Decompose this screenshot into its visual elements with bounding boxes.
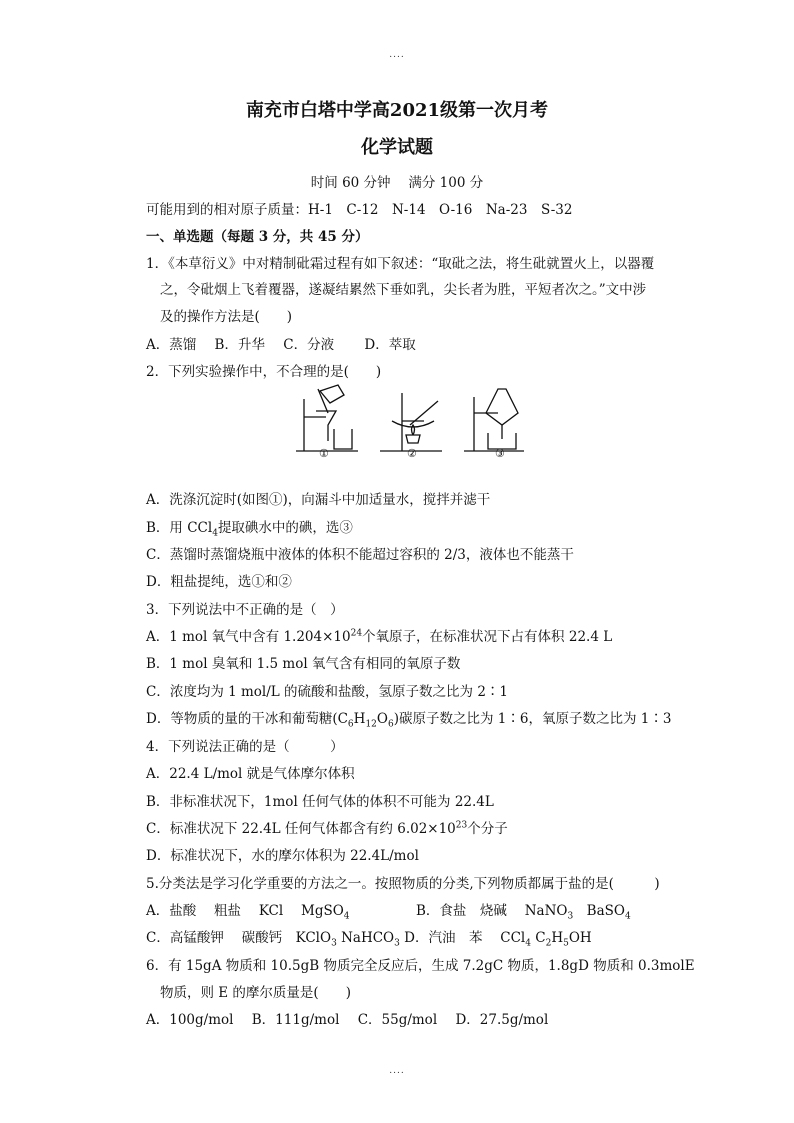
q5-b-sub1: 3 (567, 911, 574, 922)
exam-title: 南充市白塔中学高2021级第一次月考 (245, 100, 549, 121)
q3-option-b: B．1 mol 臭氧和 1.5 mol 氧气含有相同的氧原子数 (146, 656, 461, 672)
q3-d-s1: 6 (347, 719, 354, 730)
q4-stem: 4．下列说法正确的是（ ） (146, 739, 344, 755)
q5-d-mid2: H (551, 930, 564, 946)
q5-d-mid: C (530, 930, 546, 946)
q5-a-sub: 4 (343, 911, 350, 922)
q3-option-d (146, 707, 671, 730)
q3-d-s3: 6 (387, 719, 394, 730)
q3-d-pre: D．等物质的量的干冰和葡萄糖(C (146, 711, 348, 727)
q4-option-a: A．22.4 L/mol 就是气体摩尔体积 (146, 766, 355, 782)
figure-label-1: ① (319, 447, 329, 460)
atomic-masses: 可能用到的相对原子质量：H-1 C-12 N-14 O-16 Na-23 S-32 (146, 202, 573, 218)
q3-d-s2: 12 (365, 719, 377, 730)
page-marker-bottom: .... (389, 1066, 405, 1076)
q5-option-a (146, 899, 350, 922)
figure-label-2: ② (407, 447, 417, 460)
q5-c-mid: NaHCO (336, 930, 395, 946)
q5-d-pre: D．汽油 苯 CCl (399, 930, 526, 946)
time-info: 时间 60 分钟 满分 100 分 (310, 175, 484, 191)
q5-stem: 5.分类法是学习化学重要的方法之一。按照物质的分类,下列物质都属于盐的是( ) (146, 876, 660, 892)
q2-stem: 2．下列实验操作中，不合理的是( ) (146, 364, 382, 380)
q1-option-d: D．萃取 (364, 337, 416, 353)
q5-d-sub1: 4 (525, 938, 531, 949)
q6-option-a: A．100g/mol (146, 1012, 234, 1028)
q1-option-b: B．升华 (214, 337, 265, 353)
q4-option-b: B．非标准状况下，1mol 任何气体的体积不可能为 22.4L (146, 794, 494, 810)
q4-option-d: D．标准状况下，水的摩尔体积为 22.4L/mol (146, 848, 419, 864)
q5-b-sub2: 4 (624, 911, 631, 922)
q2-option-c: C．蒸馏时蒸馏烧瓶中液体的体积不能超过容积的 2/3，液体也不能蒸干 (146, 547, 574, 563)
q6-options (146, 1008, 548, 1028)
q1-line3: 及的操作方法是( ) (160, 309, 293, 325)
q6-option-d: D．27.5g/mol (455, 1012, 549, 1028)
q1-line1: 1．《本草衍义》中对精制砒霜过程有如下叙述：“取砒之法，将生砒就置火上，以器覆 (146, 256, 655, 272)
q5-b-mid: BaSO (573, 903, 625, 919)
q2-b-post: 提取碘水中的碘，选③ (217, 520, 353, 536)
q3-a-sup: 24 (350, 628, 363, 639)
q6-line1: 6．有 15gA 物质和 10.5gB 物质完全反应后，生成 7.2gC 物质，1.8gD 物质和 0.3molE (146, 958, 695, 974)
q2-option-b (146, 516, 353, 539)
q3-option-a (146, 625, 612, 645)
q1-option-c: C．分液 (283, 337, 335, 353)
section-heading: 一、单选题（每题 3 分，共 45 分） (146, 229, 369, 245)
q3-d-m1: H (353, 711, 366, 727)
q3-a-pre: A．1 mol 氧气中含有 1.204×10 (146, 629, 351, 645)
q4-c-pre: C．标准状况下 22.4L 任何气体都含有约 6.02×10 (146, 821, 456, 837)
q3-a-post: 个氧原子，在标准状况下占有体积 22.4 L (362, 629, 613, 645)
q2-b-sub: 4 (212, 528, 218, 539)
q5-b-pre: B．食盐 烧碱 NaNO (416, 903, 568, 919)
q4-c-post: 个分子 (467, 821, 508, 837)
q6-line2: 物质，则 E 的摩尔质量是( ) (160, 985, 351, 1001)
q2-b-pre: B．用 CCl (146, 520, 213, 536)
q1-line2: 之，令砒烟上飞着覆器，遂凝结累然下垂如乳，尖长者为胜，平短者次之。”文中涉 (160, 282, 647, 298)
apparatus-figure (292, 383, 528, 463)
figure-label-3: ③ (495, 447, 505, 460)
q6-option-b: B．111g/mol (251, 1012, 340, 1028)
exam-subject: 化学试题 (361, 137, 433, 158)
q5-c-pre: C．高锰酸钾 碳酸钙 KClO (146, 930, 332, 946)
q5-d-post: OH (568, 930, 592, 946)
q5-a-text: A．盐酸 粗盐 KCl MgSO (146, 903, 344, 919)
q5-option-c (146, 926, 592, 949)
q5-option-b (416, 899, 631, 922)
q1-options (146, 333, 416, 353)
q5-d-sub2: 2 (545, 938, 552, 949)
q2-option-d: D．粗盐提纯，选①和② (146, 574, 292, 590)
q2-option-a: A．洗涤沉淀时(如图①)，向漏斗中加适量水，搅拌并滤干 (146, 492, 491, 508)
q5-c-sub2: 3 (394, 938, 400, 949)
q3-stem: 3．下列说法中不正确的是（ ） (146, 602, 344, 618)
q3-d-post: )碳原子数之比为 1∶6，氧原子数之比为 1∶3 (393, 711, 672, 727)
q4-c-sup: 23 (455, 820, 468, 831)
q5-d-sub3: 5 (563, 938, 569, 949)
page-marker-top: .... (389, 50, 405, 60)
q3-d-m2: O (376, 711, 388, 727)
q4-option-c (146, 817, 508, 837)
q3-option-c: C．浓度均为 1 mol/L 的硫酸和盐酸，氢原子数之比为 2∶1 (146, 684, 509, 700)
q5-c-sub1: 3 (331, 938, 337, 949)
q6-option-c: C．55g/mol (357, 1012, 438, 1028)
q1-option-a: A．蒸馏 (146, 337, 197, 353)
